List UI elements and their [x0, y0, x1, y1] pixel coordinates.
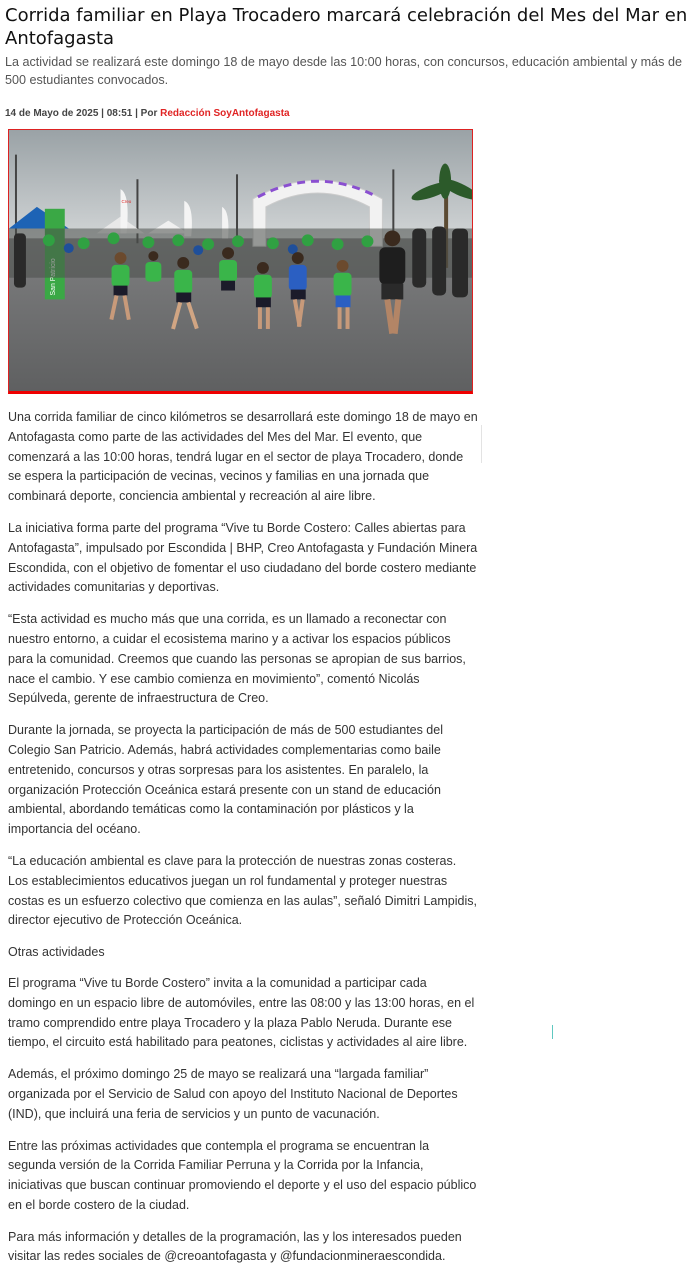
- paragraph: “Esta actividad es mucho más que una corrida, es un llamado a reconectar con nuestro entorno, a cuidar el ecosistema marino y a activar los espacios públicos para la comunidad. Creemos que cuando las personas se apropian de sus barrios, nace el cambio. Y ese cambio comienza en movimiento”, comentó Nicolás Sepúlveda, gerente de infraestructura de Creo.: [8, 612, 466, 706]
- paragraph: Entre las próximas actividades que contempla el programa se encuentran la segunda versión de la Corrida Familiar Perruna y la Corrida por la Infancia, iniciativas que buscan continuar promoviendo el deporte y el uso del espacio público en el borde costero de la ciudad.: [8, 1138, 477, 1212]
- publish-date: 14 de Mayo de 2025 | 08:51 | Por: [5, 108, 158, 119]
- paragraph: La iniciativa forma parte del programa “Vive tu Borde Costero: Calles abiertas para Antofagasta”, impulsado por Escondida | BHP, Creo Antofagasta y Fundación Minera Escondida, con el objetivo de fomentar el uso ciudadano del borde costero mediante actividades comunitarias y deportivas.: [8, 520, 478, 595]
- author-link[interactable]: Redacción SoyAntofagasta: [160, 108, 290, 119]
- section-subheading: Otras actividades: [8, 945, 105, 960]
- paragraph: El programa “Vive tu Borde Costero” invita a la comunidad a participar cada domingo en un espacio libre de automóviles, entre las 08:00 y las 13:00 horas, en el tramo comprendido entre playa Trocadero y la plaza Pablo Neruda. Durante ese tiempo, el circuito está habilitado para peatones, ciclistas y actividades al aire libre.: [8, 975, 475, 1050]
- article-photo: [8, 129, 473, 394]
- byline: [5, 108, 290, 119]
- article-body: [8, 408, 478, 1279]
- divider-mark: [481, 425, 482, 463]
- paragraph: Durante la jornada, se proyecta la participación de más de 500 estudiantes del Colegio San Patricio. Además, habrá actividades complementarias como baile entretenido, concursos y otras sorpresas para los asistentes. En paralelo, la organización Protección Oceánica estará presente con un stand de educación ambiental, abordando temáticas como la contaminación por plásticos y la importancia del océano.: [8, 723, 443, 837]
- paragraph: Una corrida familiar de cinco kilómetros se desarrollará este domingo 18 de mayo en Antofagasta como parte de las actividades del Mes del Mar. El evento, que comenzará a las 10:00 horas, tendrá lugar en el sector de playa Trocadero, donde se espera la participación de vecinas, vecinos y familias en una jornada que combinará deporte, conciencia ambiental y recreación al aire libre.: [8, 410, 478, 504]
- article-title: Corrida familiar en Playa Trocadero marcará celebración del Mes del Mar en Antofagasta: [5, 5, 688, 49]
- race-photo-illustration: [9, 130, 472, 391]
- photo-flag-text: Creo: [121, 198, 132, 204]
- paragraph: Además, el próximo domingo 25 de mayo se realizará una “largada familiar” organizada por el Servicio de Salud con apoyo del Instituto Nacional de Deportes (IND), que incluirá una feria de servicios y un punto de vacunación.: [8, 1067, 458, 1121]
- paragraph: “La educación ambiental es clave para la protección de nuestras zonas costeras. Los establecimientos educativos juegan un rol fundamental y proteger nuestras costas es un esfuerzo colectivo que comienza en las aulas”, señaló Dimitri Lampidis, director ejecutivo de Protección Oceánica.: [8, 853, 477, 928]
- divider-mark: [552, 1025, 553, 1039]
- article-subtitle: La actividad se realizará este domingo 18 de mayo desde las 10:00 horas, con concursos, educación ambiental y más de 500 estudiantes convocados.: [5, 55, 682, 87]
- paragraph: Para más información y detalles de la programación, las y los interesados pueden visitar las redes sociales de @creoantofagasta y @fundacionmineraescondida.: [8, 1229, 462, 1264]
